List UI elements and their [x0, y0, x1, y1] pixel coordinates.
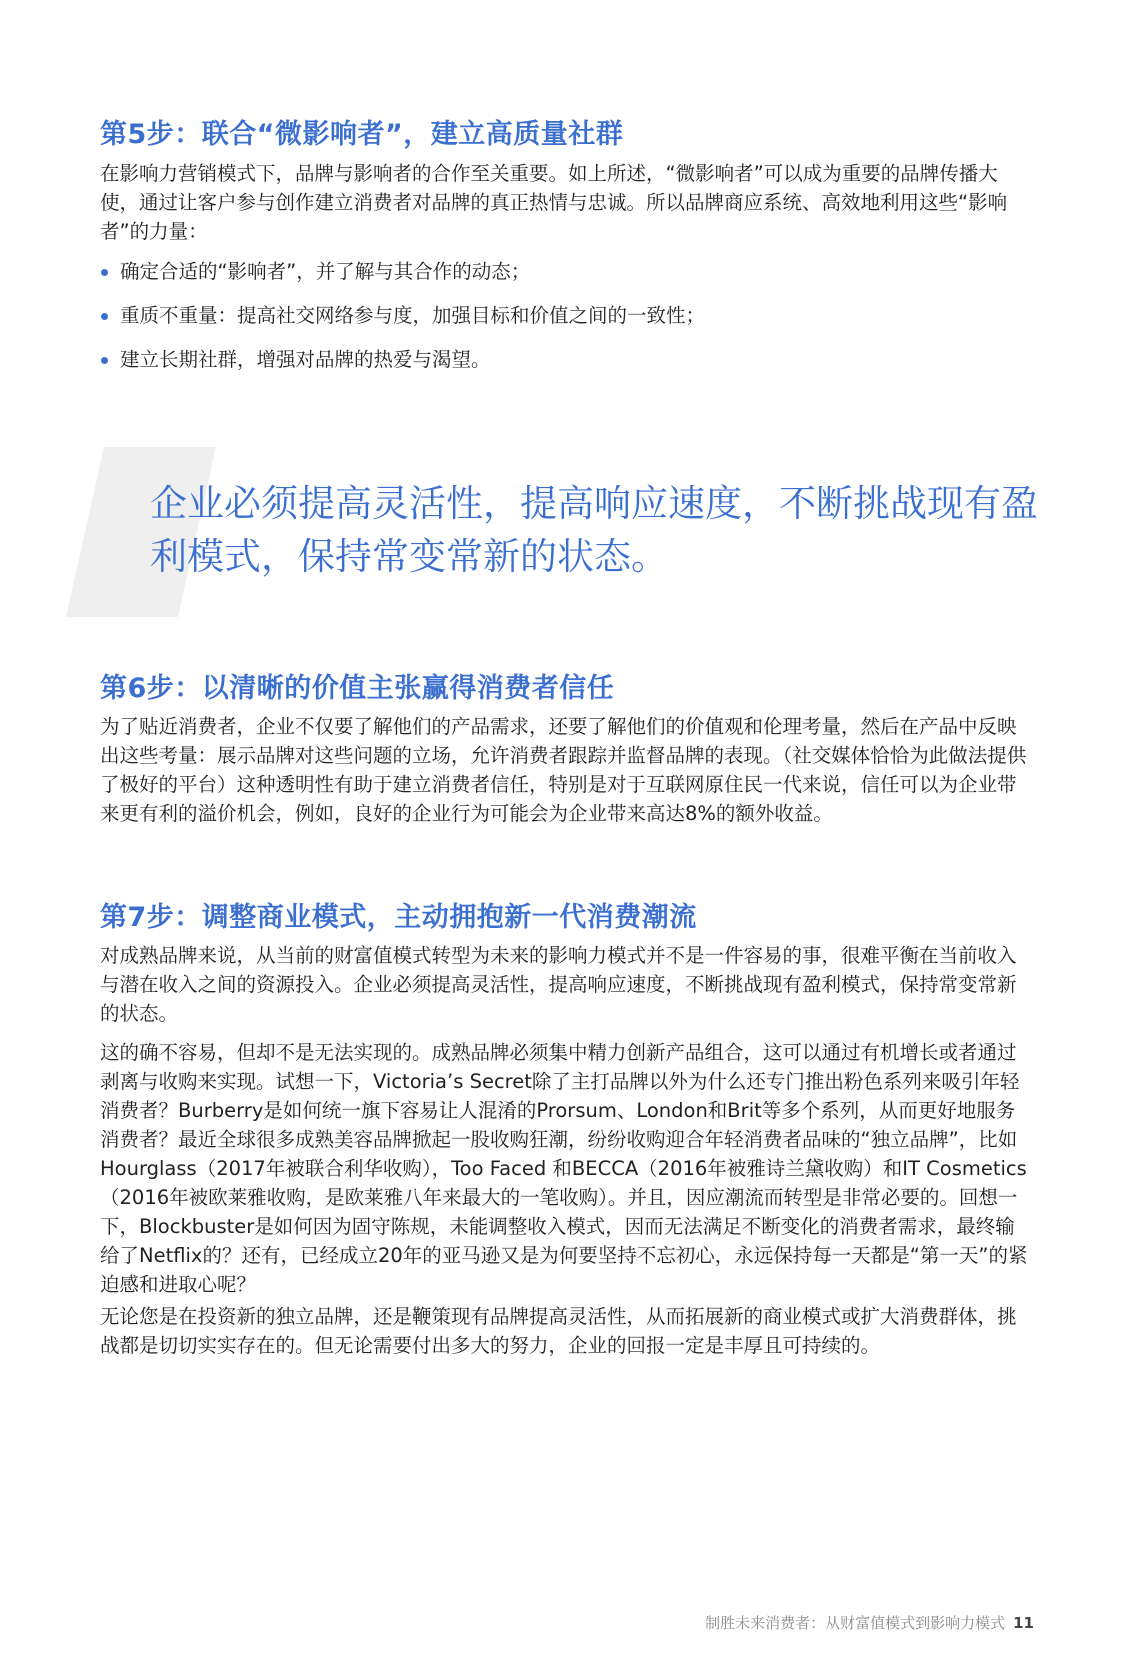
step5-paragraph: 在影响力营销模式下，品牌与影响者的合作至关重要。如上所述，“微影响者”可以成为重要的品牌传播大使，通过让客户参与创作建立消费者对品牌的真正热情与忠诚。所以品牌商应系统、高效地利用这些“影响者”的力量： — [100, 162, 1008, 243]
step6-heading: 第6步：以清晰的价值主张赢得消费者信任 — [100, 673, 615, 704]
list-item — [100, 257, 1030, 301]
step7-paragraph-2: 这的确不容易，但却不是无法实现的。成熟品牌必须集中精力创新产品组合，这可以通过有机增长或者通过剥离与收购来实现。试想一下，Victoria’s Secret除了主打品牌以外为什么还专门推出粉色系列来吸引年轻消费者？Burberry是如何统一旗下容易让人混淆的Prorsum、London和Brit等多个系列，从而更好地服务消费者？最近全球很多成熟美容品牌掀起一股收购狂潮，纷纷收购迎合年轻消费者品味的“独立品牌”，比如Hourglass（2017年被联合利华收购），Too Faced 和BECCA（2016年被雅诗兰黛收购）和IT Cosmetics （2016年被欧莱雅收购，是欧莱雅八年来最大的一笔收购）。并且，因应潮流而转型是非常必要的。回想一下，Blockbuster是如何因为固守陈规，未能调整收入模式，因而无法满足不断变化的消费者需求，最终输给了Netflix的？还有，已经成立20年的亚马逊又是为何要坚持不忘初心，永远保持每一天都是“第一天”的紧迫感和进取心呢？ — [100, 1041, 1028, 1296]
bullet-dot-icon — [101, 313, 108, 320]
step7-paragraph-1: 对成熟品牌来说，从当前的财富值模式转型为未来的影响力模式并不是一件容易的事，很难平衡在当前收入与潜在收入之间的资源投入。企业必须提高灵活性，提高响应速度，不断挑战现有盈利模式，保持常变常新的状态。 — [100, 944, 1017, 1025]
step5-heading: 第5步：联合“微影响者”，建立高质量社群 — [100, 119, 624, 150]
page-footer — [705, 1612, 1034, 1633]
step6-paragraph: 为了贴近消费者，企业不仅要了解他们的产品需求，还要了解他们的价值观和伦理考量，然后在产品中反映出这些考量：展示品牌对这些问题的立场，允许消费者跟踪并监督品牌的表现。（社交媒体恰恰为此做法提供了极好的平台）这种透明性有助于建立消费者信任，特别是对于互联网原住民一代来说，信任可以为企业带来更有利的溢价机会，例如，良好的企业行为可能会为企业带来高达8%的额外收益。 — [100, 715, 1027, 825]
bullet-text: 建立长期社群，增强对品牌的热爱与渴望。 — [120, 348, 491, 371]
bullet-text: 重质不重量：提高社交网络参与度，加强目标和价值之间的一致性； — [120, 304, 706, 327]
bullet-dot-icon — [101, 357, 108, 364]
bullet-dot-icon — [101, 269, 108, 276]
step7-paragraph-3: 无论您是在投资新的独立品牌，还是鞭策现有品牌提高灵活性，从而拓展新的商业模式或扩大消费群体，挑战都是切切实实存在的。但无论需要付出多大的努力，企业的回报一定是丰厚且可持续的。 — [100, 1305, 1017, 1357]
list-item — [100, 345, 1030, 389]
step5-bullet-list — [100, 257, 1030, 389]
page-number: 11 — [1013, 1614, 1034, 1632]
footer-title: 制胜未来消费者：从财富值模式到影响力模式 — [705, 1614, 1006, 1632]
pull-quote-text: 企业必须提高灵活性，提高响应速度，不断挑战现有盈利模式，保持常变常新的状态。 — [150, 482, 1038, 578]
step7-heading: 第7步：调整商业模式，主动拥抱新一代消费潮流 — [100, 902, 697, 933]
list-item — [100, 301, 1030, 345]
bullet-text: 确定合适的“影响者”，并了解与其合作的动态； — [120, 260, 531, 283]
pull-quote — [66, 447, 1056, 617]
